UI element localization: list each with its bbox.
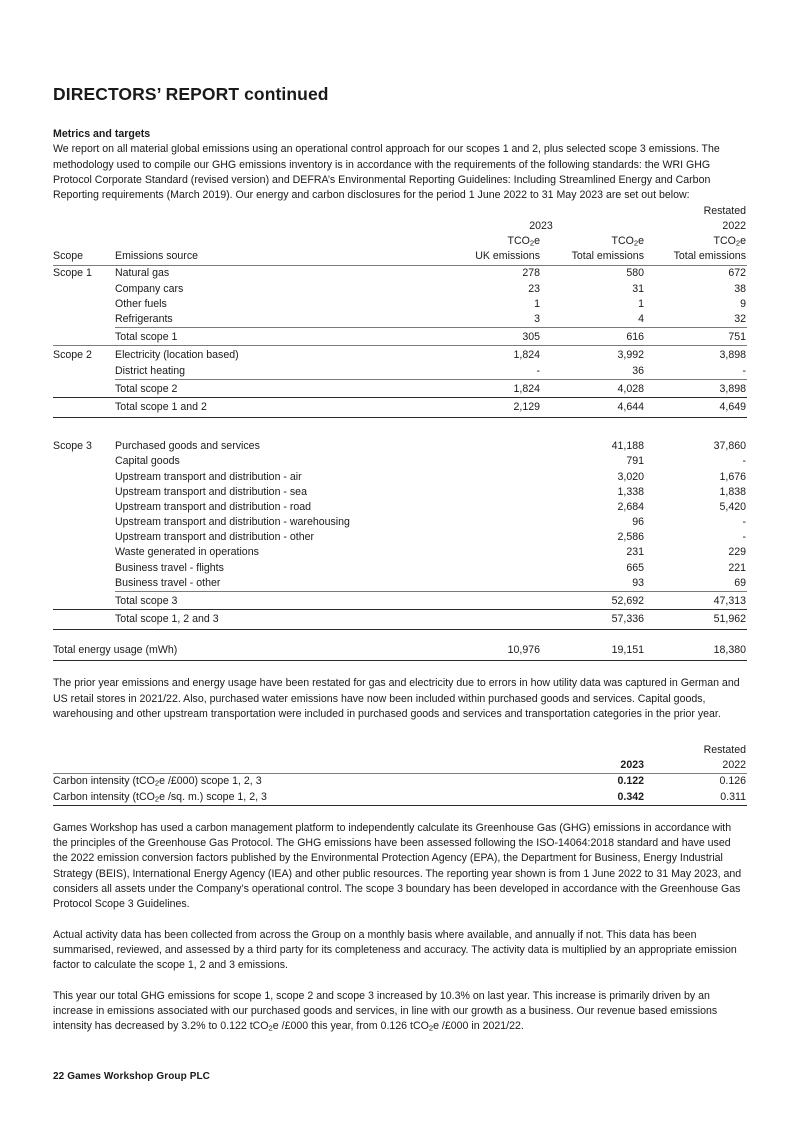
row-scope xyxy=(53,397,115,417)
row-scope xyxy=(53,576,115,592)
row-uk xyxy=(437,454,541,469)
row-scope xyxy=(53,560,115,575)
table-row xyxy=(53,576,747,592)
row-source: Upstream transport and distribution - sea xyxy=(115,485,307,498)
row-restated: 47,313 xyxy=(645,591,747,609)
table-row xyxy=(53,363,747,379)
row-restated: 37,860 xyxy=(713,440,746,453)
row-restated: 672 xyxy=(728,267,746,280)
header-spacer xyxy=(541,204,645,219)
header-unit-total: $TCO_2e$ xyxy=(611,235,644,248)
row-scope xyxy=(53,515,115,530)
intensity-table-body xyxy=(53,774,747,806)
row-total: 616 xyxy=(541,328,645,346)
row-source: Natural gas xyxy=(115,267,170,280)
table-row-total-scope-1-2-and-3 xyxy=(53,610,747,630)
intensity-table-header xyxy=(53,742,747,773)
row-total: 96 xyxy=(632,516,644,529)
row-total: 52,692 xyxy=(541,591,645,609)
row-total: 1,338 xyxy=(617,485,644,498)
row-uk xyxy=(437,560,541,575)
row-scope: Scope 1 xyxy=(53,267,92,280)
table-row-subtotal xyxy=(53,328,747,346)
header-spacer xyxy=(53,234,115,249)
table-row-subtotal xyxy=(53,591,747,609)
energy-row-label: Total energy usage (mWh) xyxy=(53,643,437,661)
row-scope xyxy=(53,379,115,397)
row-source: Upstream transport and distribution - air xyxy=(115,470,302,483)
row-scope xyxy=(53,610,115,630)
header-spacer xyxy=(541,742,645,757)
row-restated: - xyxy=(742,455,746,468)
row-source: Refrigerants xyxy=(115,313,173,326)
row-restated: 221 xyxy=(728,561,746,574)
carbon-intensity-table xyxy=(53,742,747,806)
table-row xyxy=(53,485,747,500)
header-col-uk-emissions: UK emissions xyxy=(437,249,541,266)
row-uk: 305 xyxy=(437,328,541,346)
row-restated: 229 xyxy=(728,546,746,559)
row-uk: 278 xyxy=(522,267,540,280)
row-restated: 3,898 xyxy=(645,346,747,364)
header-col-scope: Scope xyxy=(53,249,115,266)
row-scope xyxy=(53,363,115,379)
row-scope xyxy=(53,469,115,484)
intensity-row-label: Carbon intensity (tCO$_2$e /£000) scope 1, 2, 3 xyxy=(53,775,262,789)
row-source: Other fuels xyxy=(115,297,167,310)
intensity-row-2022: 0.126 xyxy=(719,775,746,788)
row-source: Total scope 1 xyxy=(115,328,437,346)
page-footer: 22 Games Workshop Group PLC xyxy=(53,1071,210,1082)
row-uk xyxy=(437,500,541,515)
row-uk xyxy=(437,610,541,630)
emissions-table-body xyxy=(53,266,747,661)
intensity-year-2023: 2023 xyxy=(541,758,645,774)
table-row xyxy=(53,500,747,515)
row-scope xyxy=(53,454,115,469)
row-source: Upstream transport and distribution - other xyxy=(115,531,315,544)
row-uk xyxy=(437,469,541,484)
header-unit-restated: $TCO_2e$ xyxy=(713,235,746,248)
header-spacer xyxy=(115,204,437,219)
table-row xyxy=(53,469,747,484)
row-uk: 1,824 xyxy=(437,346,541,364)
row-uk: 1 xyxy=(534,297,540,310)
row-source: Total scope 1, 2 and 3 xyxy=(115,610,437,630)
row-source: Total scope 2 xyxy=(115,379,437,397)
row-source: Business travel - other xyxy=(115,576,221,589)
table-row xyxy=(53,545,747,560)
closing-paragraph-1: Games Workshop has used a carbon management platform to independently calculate its Greenhouse Gas (GHG) emissions in accordance with the principles of the Greenhouse Gas Protocol. The GHG emissions have been assessed following the ISO-14064:2018 standard and have used the 2022 emission conversion factors published by the Environmental Protection Agency (EPA), the Department for Business, Energy Industrial Strategy (BEIS), International Energy Agency (IEA) and other public resources. The reporting year shown is from 1 June 2022 to 31 May 2023, and considers all assets under the Company’s operational control. The scope 3 boundary has been developed in accordance with the Greenhouse Gas Protocol Scope 3 Guidelines. xyxy=(53,821,742,911)
intro-paragraph: We report on all material global emissions using an operational control approach for our scopes 1 and 2, plus selected scope 3 emissions. The methodology used to compile our GHG emissions inventory is in accordance with the requirements of the following standards: the WRI GHG Protocol Corporate Standard (revised version) and DEFRA’s Environmental Reporting Guidelines: Including Streamlined Energy and Carbon Reporting requirements (March 2019). Our energy and carbon disclosures for the period 1 June 2022 to 31 May 2023 are set out below: xyxy=(53,143,720,202)
row-restated: 3,898 xyxy=(645,379,747,397)
row-restated: 38 xyxy=(734,282,746,295)
row-scope xyxy=(53,297,115,312)
intensity-row-2023: 0.122 xyxy=(617,775,644,788)
header-year-2023: 2023 xyxy=(529,219,553,232)
row-uk: 3 xyxy=(534,313,540,326)
row-scope xyxy=(53,500,115,515)
header-year-2022: 2022 xyxy=(722,219,746,232)
header-col-total-emissions: Total emissions xyxy=(541,249,645,266)
table-row-total-energy-usage xyxy=(53,643,747,661)
row-source: Purchased goods and services xyxy=(115,440,260,453)
table-row-subtotal xyxy=(53,379,747,397)
energy-row-restated: 18,380 xyxy=(645,643,747,661)
row-restated: 32 xyxy=(734,313,746,326)
row-scope xyxy=(53,328,115,346)
row-total: 791 xyxy=(626,455,644,468)
header-spacer xyxy=(115,234,437,249)
restatement-paragraph: The prior year emissions and energy usage have been restated for gas and electricity due to errors in how utility data was captured in German and US retail stores in 2021/22. Also, purchased water emissions have now been included within purchased goods and services. Capital goods, warehousing and other upstream transportation were included in purchased goods and services and transportation categories in the prior year. xyxy=(53,677,740,721)
row-total: 57,336 xyxy=(541,610,645,630)
table-row xyxy=(53,297,747,312)
intensity-header-years xyxy=(53,758,747,774)
header-spacer xyxy=(115,219,437,234)
row-restated: - xyxy=(742,364,746,377)
row-source: Company cars xyxy=(115,282,184,295)
row-uk xyxy=(437,530,541,545)
row-source: Electricity (location based) xyxy=(115,346,437,364)
row-total: 4,028 xyxy=(541,379,645,397)
table-row xyxy=(53,266,747,282)
table-row xyxy=(53,312,747,328)
row-total: 41,188 xyxy=(611,440,644,453)
row-scope xyxy=(53,545,115,560)
row-restated: 51,962 xyxy=(645,610,747,630)
row-total: 36 xyxy=(632,364,644,377)
closing-paragraph-3: This year our total GHG emissions for scope 1, scope 2 and scope 3 increased by 10.3% on last year. This increase is primarily driven by an increase in emissions associated with our purchased goods and services, in line with our growth as a business. Our revenue based emissions intensity has decreased by 3.2% to 0.122 tCO$_2$e /£000 this year, from 0.126 tCO$_2$e /£000 in 2021/22. xyxy=(53,989,718,1033)
table-row xyxy=(53,530,747,545)
header-unit-uk: $TCO_2e$ xyxy=(507,235,540,248)
header-spacer xyxy=(53,758,541,774)
page-content xyxy=(53,84,747,1034)
row-total: 4,644 xyxy=(541,397,645,417)
row-uk xyxy=(437,576,541,592)
row-source: Business travel - flights xyxy=(115,561,224,574)
table-row xyxy=(53,789,747,805)
row-total: 231 xyxy=(626,546,644,559)
table-row xyxy=(53,560,747,575)
row-total: 2,586 xyxy=(617,531,644,544)
row-uk: - xyxy=(536,364,540,377)
row-total: 93 xyxy=(632,576,644,589)
header-restated-label: Restated xyxy=(703,204,746,217)
intensity-row-label: Carbon intensity (tCO$_2$e /sq. m.) scope 1, 2, 3 xyxy=(53,789,541,805)
emissions-table-header xyxy=(53,204,747,266)
header-col-restated-total: Total emissions xyxy=(645,249,747,266)
table-row xyxy=(53,281,747,296)
intensity-row-2023: 0.342 xyxy=(541,789,645,805)
section-heading-metrics-and-targets: Metrics and targets xyxy=(53,128,151,140)
row-uk xyxy=(437,545,541,560)
header-spacer xyxy=(53,742,541,757)
row-total: 4 xyxy=(638,313,644,326)
row-restated: 1,676 xyxy=(719,470,746,483)
row-restated: - xyxy=(742,531,746,544)
row-restated: 5,420 xyxy=(719,500,746,513)
row-scope xyxy=(53,591,115,609)
row-total: 665 xyxy=(626,561,644,574)
closing-paragraph-2: Actual activity data has been collected from across the Group on a monthly basis where available, and annually if not. This data has been summarised, reviewed, and assessed by a third party for its completeness and accuracy. The activity data is multiplied by an appropriate emission factor to calculate the scope 1, 2 and 3 emissions. xyxy=(53,928,737,972)
row-source: Total scope 3 xyxy=(115,591,437,609)
row-uk: 1,824 xyxy=(437,379,541,397)
row-restated: - xyxy=(742,516,746,529)
page-title: DIRECTORS’ REPORT continued xyxy=(53,84,329,104)
row-total: 580 xyxy=(626,267,644,280)
table-row-total-scope-1-and-2 xyxy=(53,397,747,417)
row-source: Capital goods xyxy=(115,455,180,468)
row-restated: 9 xyxy=(740,297,746,310)
row-uk xyxy=(437,439,541,454)
table-spacer xyxy=(53,417,747,439)
intensity-restated-label: Restated xyxy=(703,743,746,756)
row-total: 3,992 xyxy=(541,346,645,364)
row-scope xyxy=(53,281,115,296)
row-uk xyxy=(437,485,541,500)
row-total: 2,684 xyxy=(617,500,644,513)
row-total: 3,020 xyxy=(617,470,644,483)
emissions-table xyxy=(53,204,747,662)
row-source: Total scope 1 and 2 xyxy=(115,397,437,417)
header-row-units xyxy=(53,234,747,249)
row-uk xyxy=(437,591,541,609)
row-scope xyxy=(53,485,115,500)
header-row-restated xyxy=(53,204,747,219)
intensity-year-2022: 2022 xyxy=(645,758,747,774)
row-source: District heating xyxy=(115,364,186,377)
table-row xyxy=(53,774,747,790)
header-col-source: Emissions source xyxy=(115,249,437,266)
row-uk: 23 xyxy=(528,282,540,295)
row-uk xyxy=(437,515,541,530)
row-restated: 69 xyxy=(734,576,746,589)
row-uk: 2,129 xyxy=(437,397,541,417)
table-row xyxy=(53,346,747,364)
row-scope: Scope 3 xyxy=(53,440,92,453)
header-row-years xyxy=(53,219,747,234)
row-source: Upstream transport and distribution - road xyxy=(115,500,312,513)
header-row-columns xyxy=(53,249,747,266)
table-spacer xyxy=(53,630,747,644)
row-total: 1 xyxy=(638,297,644,310)
header-spacer xyxy=(53,219,115,234)
table-row xyxy=(53,515,747,530)
row-source: Upstream transport and distribution - warehousing xyxy=(115,516,350,529)
header-spacer xyxy=(53,204,115,219)
header-spacer xyxy=(437,204,541,219)
energy-row-total: 19,151 xyxy=(541,643,645,661)
table-row xyxy=(53,454,747,469)
row-scope xyxy=(53,312,115,328)
row-restated: 751 xyxy=(645,328,747,346)
intensity-row-2022: 0.311 xyxy=(645,789,747,805)
row-restated: 1,838 xyxy=(719,485,746,498)
table-row xyxy=(53,439,747,454)
row-source: Waste generated in operations xyxy=(115,546,259,559)
intensity-header-restated xyxy=(53,742,747,757)
row-scope xyxy=(53,530,115,545)
row-total: 31 xyxy=(632,282,644,295)
row-scope: Scope 2 xyxy=(53,346,115,364)
row-restated: 4,649 xyxy=(645,397,747,417)
energy-row-uk: 10,976 xyxy=(437,643,541,661)
